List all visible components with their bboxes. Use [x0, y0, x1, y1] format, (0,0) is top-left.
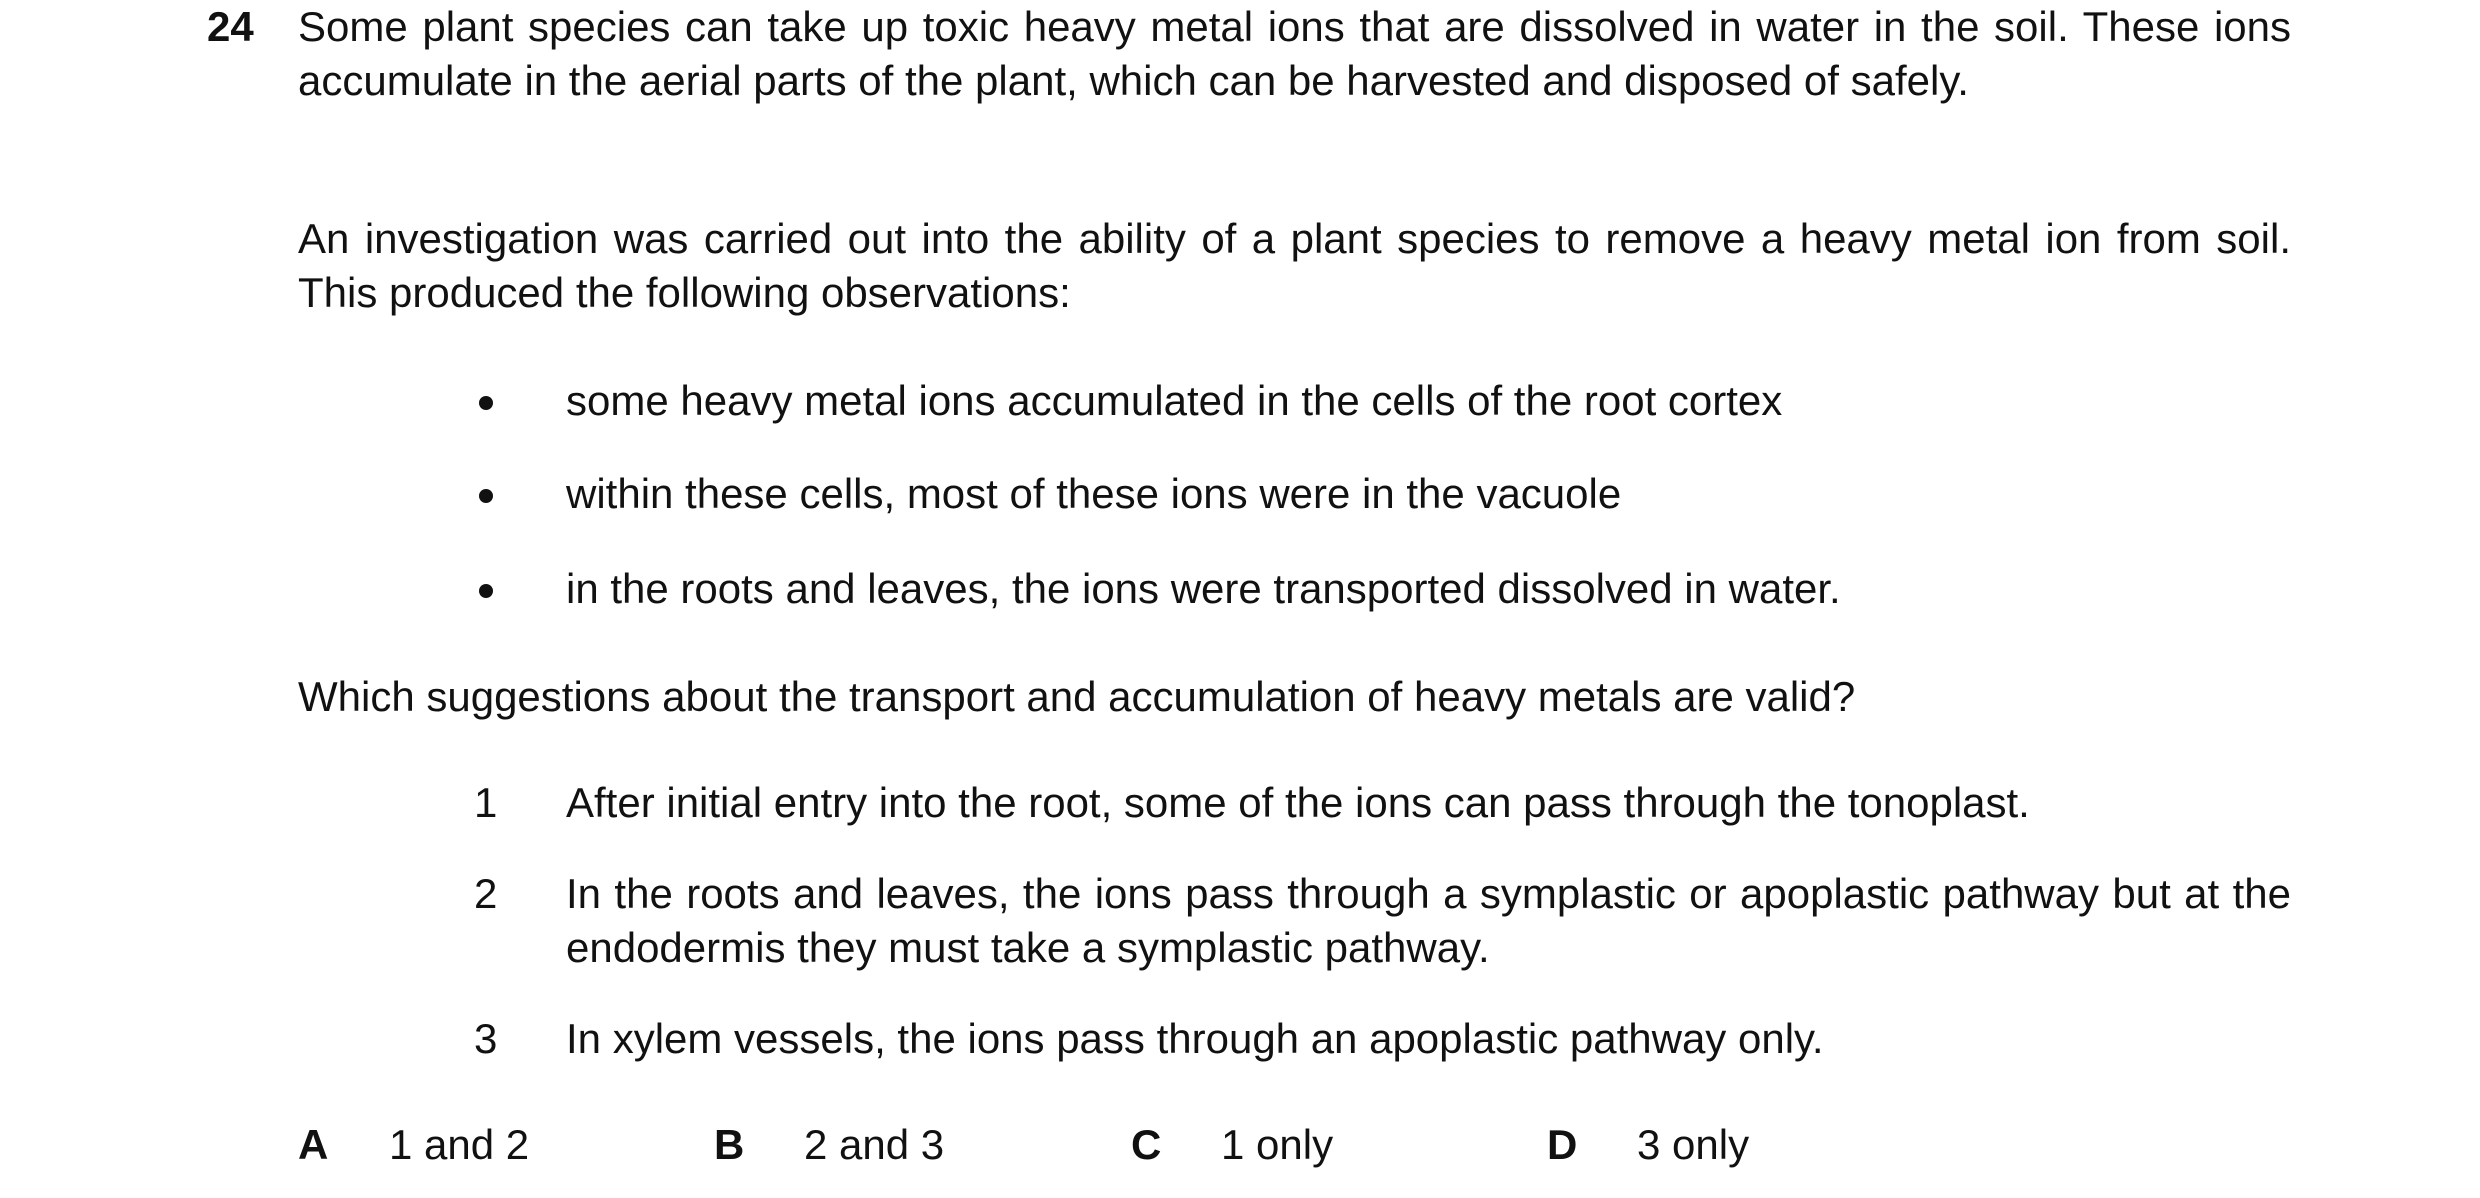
- observation-text: in the roots and leaves, the ions were transported dissolved in water.: [566, 565, 1841, 612]
- observation-text: within these cells, most of these ions were in the vacuole: [566, 470, 1622, 517]
- option-text: 1 only: [1221, 1121, 1334, 1168]
- statement-number: 2: [474, 870, 498, 917]
- option-text: 3 only: [1637, 1121, 1750, 1168]
- option-letter: C: [1131, 1121, 1162, 1168]
- bullet-icon: [479, 489, 493, 503]
- bullet-icon: [479, 396, 493, 410]
- investigation-paragraph: An investigation was carried out into the ability of a plant species to remove a heavy metal ion from soil. This produced the following observations:: [298, 215, 2291, 316]
- option-letter: B: [714, 1121, 745, 1168]
- intro-paragraph: Some plant species can take up toxic heavy metal ions that are dissolved in water in the soil. These ions accumulate in the aerial parts of the plant, which can be harvested and disposed of safely.: [298, 3, 2291, 104]
- option-letter: A: [298, 1121, 329, 1168]
- statement-text: In the roots and leaves, the ions pass through a symplastic or apoplastic pathway but at the endodermis they must take a symplastic pathway.: [566, 870, 2291, 971]
- question-prompt: Which suggestions about the transport and accumulation of heavy metals are valid?: [298, 673, 1856, 720]
- observation-text: some heavy metal ions accumulated in the cells of the root cortex: [566, 377, 1783, 424]
- option-text: 1 and 2: [389, 1121, 530, 1168]
- option-letter: D: [1547, 1121, 1578, 1168]
- statement-number: 1: [474, 779, 498, 826]
- statement-number: 3: [474, 1015, 498, 1062]
- question-number: 24: [207, 3, 254, 50]
- statement-text: After initial entry into the root, some of the ions can pass through the tonoplast.: [566, 779, 2030, 826]
- option-text: 2 and 3: [804, 1121, 945, 1168]
- statement-text: In xylem vessels, the ions pass through an apoplastic pathway only.: [566, 1015, 1824, 1062]
- bullet-icon: [479, 584, 493, 598]
